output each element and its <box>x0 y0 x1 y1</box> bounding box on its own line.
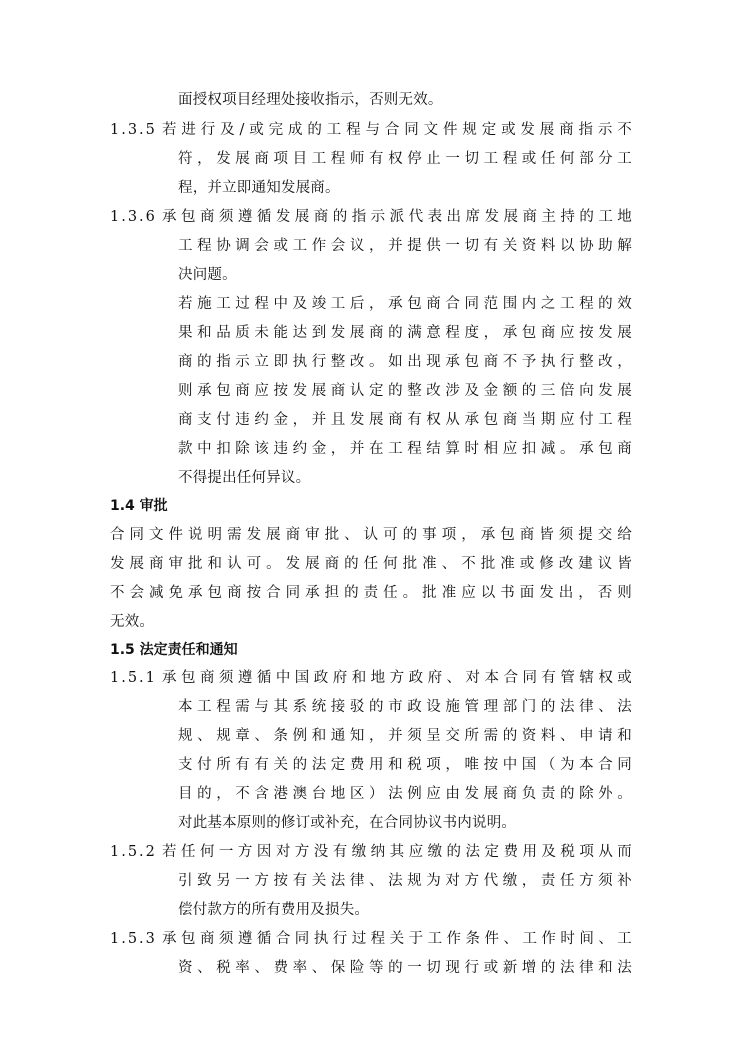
text-line: 决问题。 <box>178 267 237 283</box>
clause-number: 1.5.2 <box>110 844 157 860</box>
text-line: 支付所有有关的法定费用和税项，唯按中国（为本合同 <box>178 757 632 773</box>
text-line: 承包商须遵循合同执行过程关于工作条件、工作时间、工 <box>162 931 632 947</box>
text-line: 发展商审批和认可。发展商的任何批准、不批准或修改建议皆 <box>110 556 632 572</box>
clause-number: 1.5.1 <box>110 670 157 686</box>
clause-number: 1.3.5 <box>110 122 157 138</box>
text-line: 无效。 <box>110 614 155 630</box>
text-line: 商的指示立即执行整改。如出现承包商不予执行整改， <box>178 354 632 370</box>
text-line: 果和品质未能达到发展商的满意程度，承包商应按发展 <box>178 325 632 341</box>
text-line: 若任何一方因对方没有缴纳其应缴的法定费用及税项从而 <box>162 844 632 860</box>
text-line: 则承包商应按发展商认定的整改涉及金额的三倍向发展 <box>178 383 632 399</box>
text-line: 程，并立即通知发展商。 <box>178 180 340 196</box>
text-line: 本工程需与其系统接驳的市政设施管理部门的法律、法 <box>178 699 632 715</box>
text-line: 承包商须遵循中国政府和地方政府、对本合同有管辖权或 <box>162 670 632 686</box>
clause-number: 1.5.3 <box>110 931 157 947</box>
section-heading: 1.4 审批 <box>110 498 168 514</box>
text-line: 偿付款方的所有费用及损失。 <box>178 902 370 918</box>
text-line: 对此基本原则的修订或补充，在合同协议书内说明。 <box>178 815 517 831</box>
text-line: 引致另一方按有关法律、法规为对方代缴，责任方须补 <box>178 873 632 889</box>
text-line: 不得提出任何异议。 <box>178 470 311 486</box>
text-line: 面授权项目经理处接收指示，否则无效。 <box>178 92 443 108</box>
text-line: 资、税率、费率、保险等的一切现行或新增的法律和法 <box>178 960 632 976</box>
section-heading: 1.5 法定责任和通知 <box>110 642 238 658</box>
text-line: 目的，不含港澳台地区）法例应由发展商负责的除外。 <box>178 786 632 802</box>
text-line: 若施工过程中及竣工后，承包商合同范围内之工程的效 <box>178 296 632 312</box>
text-line: 若进行及/或完成的工程与合同文件规定或发展商指示不 <box>162 122 632 138</box>
text-line: 规、规章、条例和通知，并须呈交所需的资料、申请和 <box>178 728 632 744</box>
text-line: 不会减免承包商按合同承担的责任。批准应以书面发出，否则 <box>110 585 632 601</box>
text-line: 工程协调会或工作会议，并提供一切有关资料以协助解 <box>178 238 632 254</box>
text-line: 合同文件说明需发展商审批、认可的事项，承包商皆须提交给 <box>110 527 632 543</box>
text-line: 承包商须遵循发展商的指示派代表出席发展商主持的工地 <box>162 209 632 225</box>
clause-number: 1.3.6 <box>110 209 157 225</box>
text-line: 符，发展商项目工程师有权停止一切工程或任何部分工 <box>178 151 632 167</box>
text-line: 商支付违约金，并且发展商有权从承包商当期应付工程 <box>178 412 632 428</box>
text-line: 款中扣除该违约金，并在工程结算时相应扣减。承包商 <box>178 441 632 457</box>
